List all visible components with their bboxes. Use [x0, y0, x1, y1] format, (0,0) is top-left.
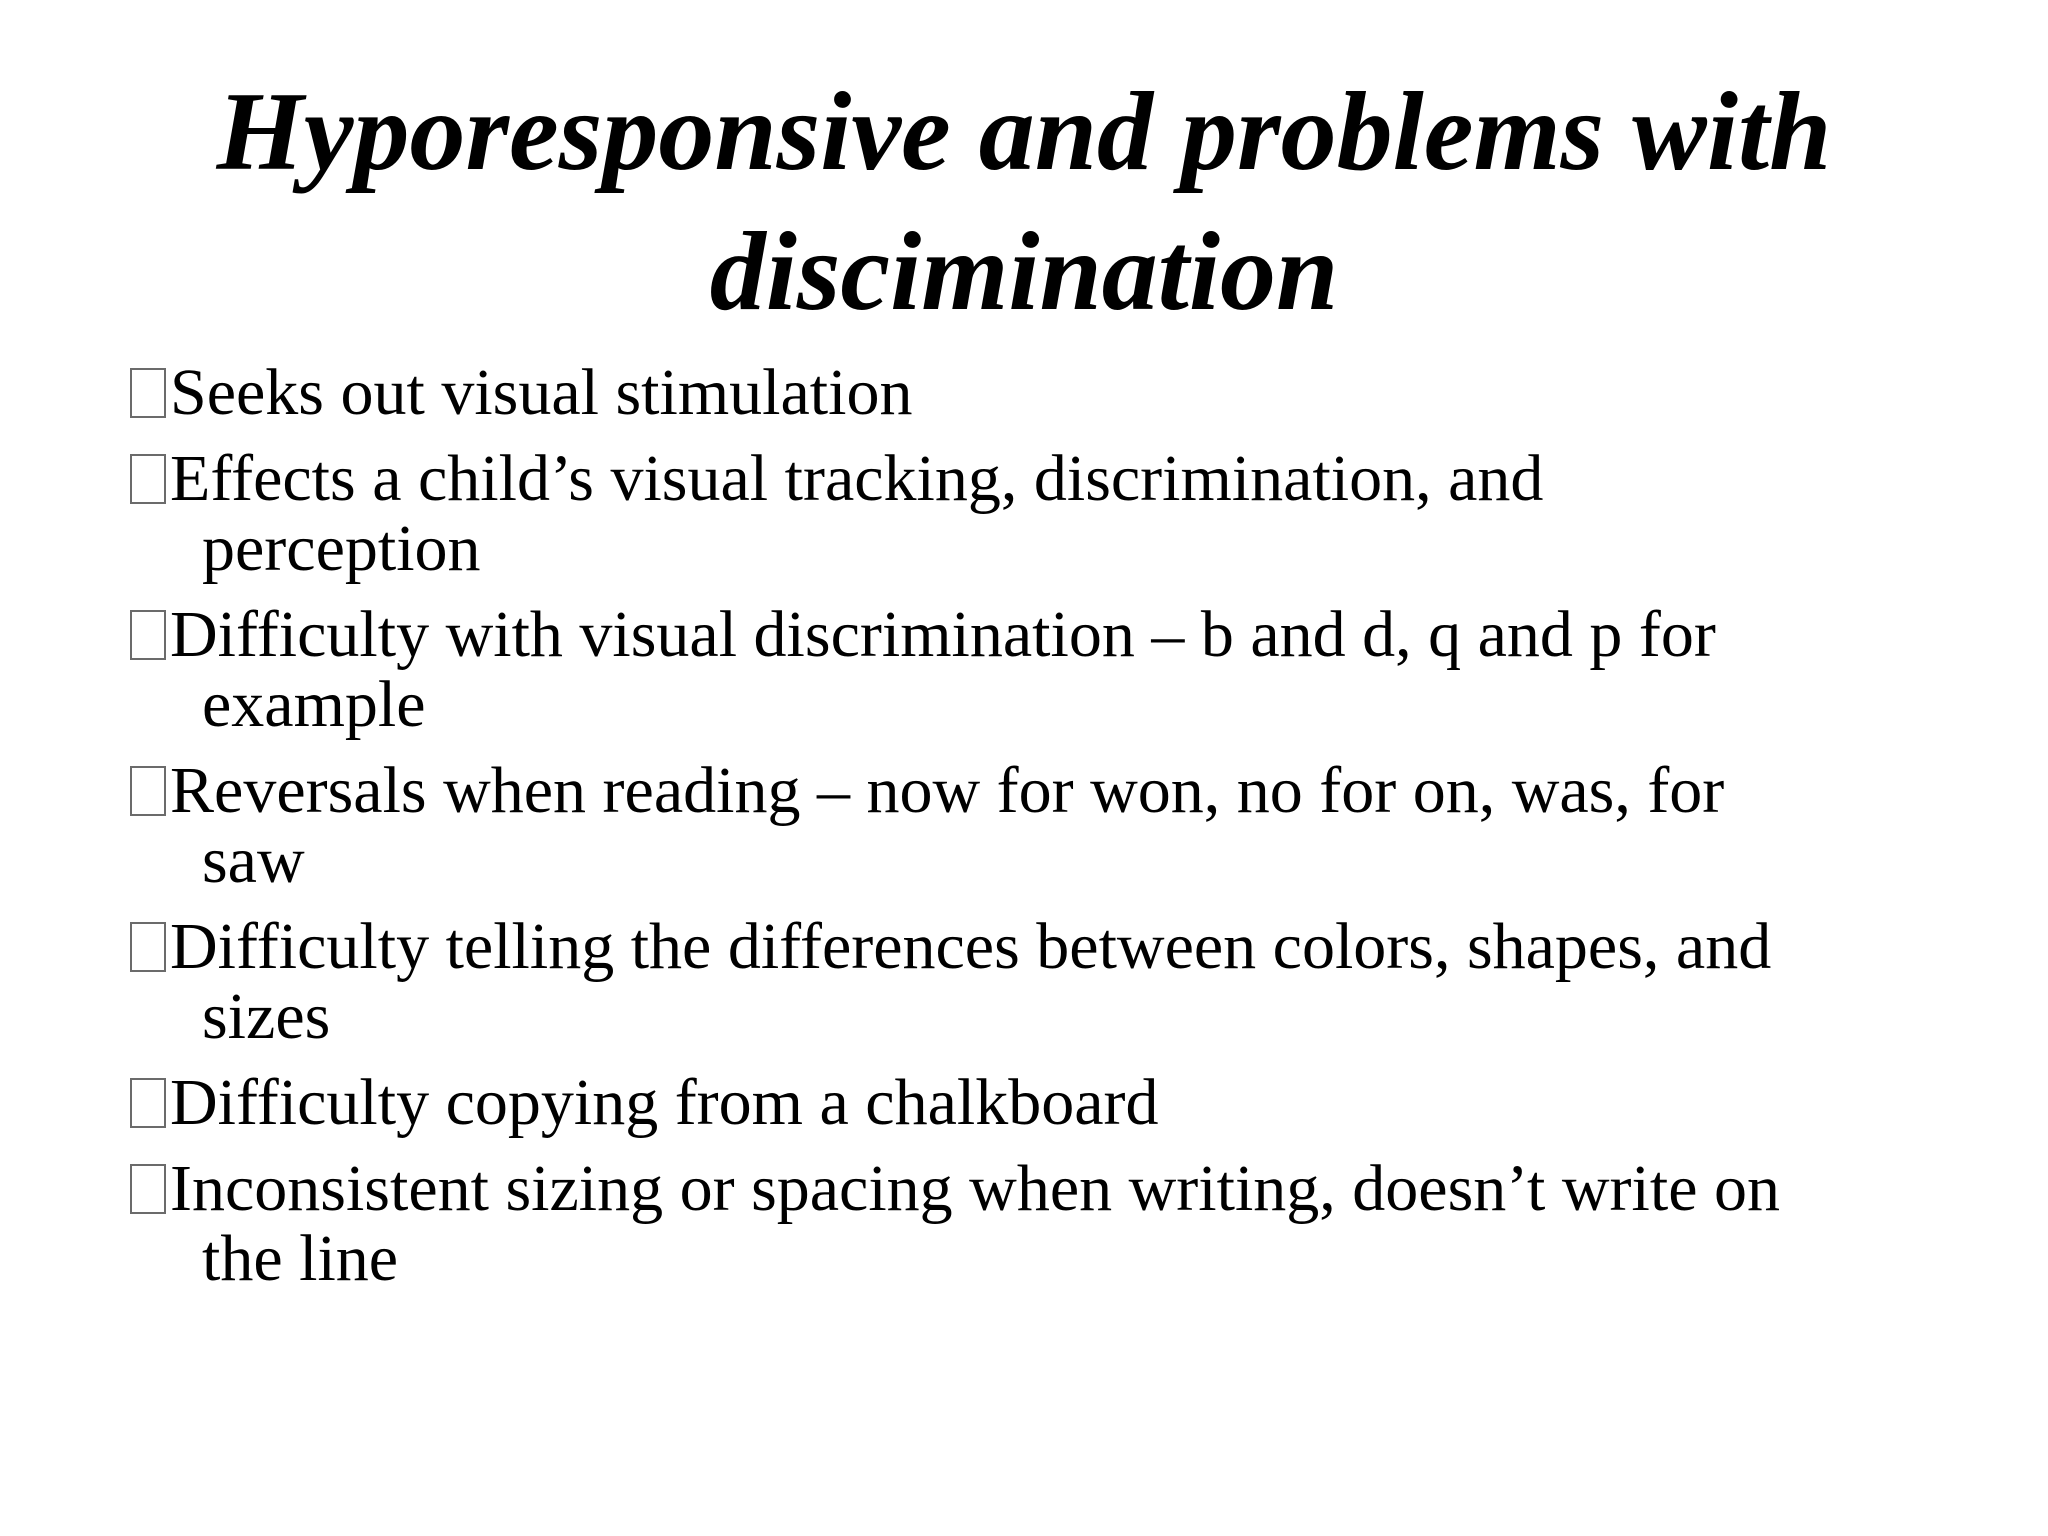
bullet-list — [130, 358, 2010, 1310]
box-bullet-icon — [130, 766, 166, 816]
bullet-item — [130, 1154, 2010, 1294]
bullet-item — [130, 358, 2010, 428]
bullet-continuation: the line — [202, 1222, 399, 1295]
bullet-line — [130, 444, 2010, 514]
box-bullet-icon — [130, 922, 166, 972]
bullet-text: Difficulty with visual discrimination – b and d, q and p for — [170, 598, 1716, 671]
box-bullet-icon — [130, 1164, 166, 1214]
box-bullet-icon — [130, 454, 166, 504]
bullet-line — [130, 912, 2010, 982]
bullet-continuation: saw — [202, 824, 305, 897]
box-bullet-icon — [130, 610, 166, 660]
bullet-text: Reversals when reading – now for won, no for on, was, for — [170, 754, 1725, 827]
slide-title — [0, 62, 2048, 342]
box-bullet-icon — [130, 1078, 166, 1128]
title-line: Hyporesponsive and problems with — [216, 70, 1832, 194]
bullet-line — [130, 1068, 2010, 1138]
bullet-item — [130, 600, 2010, 740]
bullet-line — [130, 1154, 2010, 1224]
bullet-text: Effects a child’s visual tracking, discrimination, and — [170, 442, 1544, 515]
bullet-text: Inconsistent sizing or spacing when writing, doesn’t write on — [170, 1152, 1781, 1225]
bullet-line — [130, 756, 2010, 826]
bullet-text: Seeks out visual stimulation — [170, 356, 913, 429]
bullet-item — [130, 756, 2010, 896]
bullet-text: Difficulty telling the differences between colors, shapes, and — [170, 910, 1772, 983]
bullet-item — [130, 444, 2010, 584]
bullet-line — [130, 600, 2010, 670]
bullet-item — [130, 1068, 2010, 1138]
box-bullet-icon — [130, 368, 166, 418]
bullet-continuation: sizes — [202, 980, 331, 1053]
title-line: discimination — [709, 210, 1339, 334]
bullet-continuation: example — [202, 668, 426, 741]
bullet-item — [130, 912, 2010, 1052]
bullet-continuation: perception — [202, 512, 481, 585]
bullet-line — [130, 358, 2010, 428]
bullet-text: Difficulty copying from a chalkboard — [170, 1066, 1159, 1139]
